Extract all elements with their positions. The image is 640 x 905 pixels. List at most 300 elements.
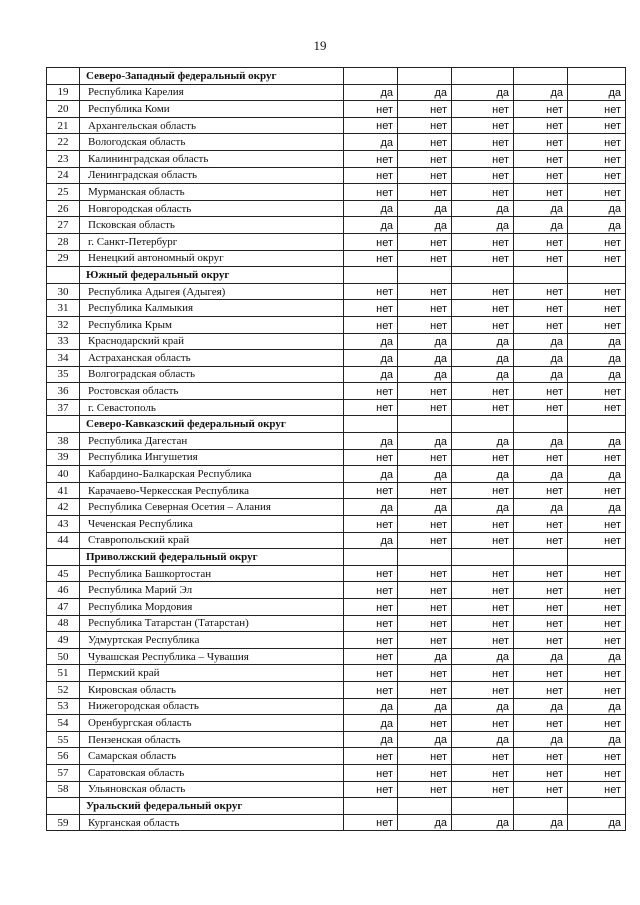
value-cell-4: нет <box>514 532 568 549</box>
table-row <box>47 449 626 466</box>
value-cell-4: да <box>514 731 568 748</box>
region-name: Ростовская область <box>80 383 344 400</box>
table-row <box>47 681 626 698</box>
region-name: Астраханская область <box>80 350 344 367</box>
value-cell-3: да <box>452 366 514 383</box>
region-name: Оренбургская область <box>80 715 344 732</box>
value-cell-5: нет <box>568 399 626 416</box>
value-cell-5: нет <box>568 632 626 649</box>
section-value-cell <box>568 798 626 815</box>
row-number: 55 <box>47 731 80 748</box>
value-cell-1: нет <box>344 748 398 765</box>
table-row <box>47 383 626 400</box>
value-cell-4: нет <box>514 250 568 267</box>
region-name: Мурманская область <box>80 184 344 201</box>
value-cell-5: нет <box>568 681 626 698</box>
section-value-cell <box>452 798 514 815</box>
value-cell-1: нет <box>344 250 398 267</box>
value-cell-2: нет <box>398 134 452 151</box>
value-cell-2: да <box>398 200 452 217</box>
value-cell-3: нет <box>452 300 514 317</box>
row-number: 38 <box>47 433 80 450</box>
value-cell-3: нет <box>452 565 514 582</box>
value-cell-2: нет <box>398 482 452 499</box>
value-cell-4: нет <box>514 665 568 682</box>
region-name: Чувашская Республика – Чувашия <box>80 648 344 665</box>
table-row <box>47 233 626 250</box>
section-value-cell <box>344 549 398 566</box>
row-number: 42 <box>47 499 80 516</box>
value-cell-2: нет <box>398 599 452 616</box>
value-cell-5: нет <box>568 117 626 134</box>
value-cell-3: нет <box>452 615 514 632</box>
value-cell-2: да <box>398 217 452 234</box>
value-cell-1: да <box>344 466 398 483</box>
section-number-cell <box>47 68 80 85</box>
section-value-cell <box>344 798 398 815</box>
table-row <box>47 632 626 649</box>
row-number: 45 <box>47 565 80 582</box>
value-cell-5: да <box>568 466 626 483</box>
value-cell-5: нет <box>568 532 626 549</box>
region-name: Республика Татарстан (Татарстан) <box>80 615 344 632</box>
value-cell-4: да <box>514 466 568 483</box>
value-cell-5: нет <box>568 482 626 499</box>
value-cell-5: нет <box>568 233 626 250</box>
value-cell-5: нет <box>568 599 626 616</box>
region-name: Курганская область <box>80 814 344 831</box>
value-cell-4: нет <box>514 449 568 466</box>
section-value-cell <box>452 267 514 284</box>
table-row <box>47 217 626 234</box>
row-number: 50 <box>47 648 80 665</box>
value-cell-5: нет <box>568 715 626 732</box>
region-name: Республика Крым <box>80 316 344 333</box>
value-cell-4: нет <box>514 283 568 300</box>
section-value-cell <box>452 416 514 433</box>
value-cell-4: нет <box>514 167 568 184</box>
region-name: Псковская область <box>80 217 344 234</box>
table-row <box>47 764 626 781</box>
value-cell-2: нет <box>398 316 452 333</box>
value-cell-5: да <box>568 731 626 748</box>
value-cell-4: нет <box>514 184 568 201</box>
value-cell-1: да <box>344 499 398 516</box>
region-name: Вологодская область <box>80 134 344 151</box>
region-name: Пензенская область <box>80 731 344 748</box>
row-number: 44 <box>47 532 80 549</box>
region-name: Республика Ингушетия <box>80 449 344 466</box>
value-cell-4: нет <box>514 516 568 533</box>
value-cell-4: нет <box>514 599 568 616</box>
section-value-cell <box>344 68 398 85</box>
value-cell-2: да <box>398 814 452 831</box>
section-value-cell <box>344 416 398 433</box>
value-cell-3: да <box>452 731 514 748</box>
row-number: 28 <box>47 233 80 250</box>
region-name: г. Севастополь <box>80 399 344 416</box>
table-row <box>47 101 626 118</box>
value-cell-2: нет <box>398 632 452 649</box>
value-cell-3: нет <box>452 233 514 250</box>
table-row <box>47 150 626 167</box>
value-cell-2: да <box>398 731 452 748</box>
value-cell-4: нет <box>514 300 568 317</box>
value-cell-4: да <box>514 333 568 350</box>
region-name: Республика Дагестан <box>80 433 344 450</box>
row-number: 53 <box>47 698 80 715</box>
value-cell-2: нет <box>398 532 452 549</box>
section-value-cell <box>398 798 452 815</box>
table-row <box>47 665 626 682</box>
value-cell-4: нет <box>514 316 568 333</box>
value-cell-3: нет <box>452 599 514 616</box>
section-header-row <box>47 68 626 85</box>
value-cell-4: нет <box>514 681 568 698</box>
value-cell-5: да <box>568 366 626 383</box>
section-number-cell <box>47 267 80 284</box>
section-number-cell <box>47 798 80 815</box>
value-cell-2: нет <box>398 184 452 201</box>
value-cell-4: нет <box>514 632 568 649</box>
table-row <box>47 399 626 416</box>
value-cell-1: да <box>344 731 398 748</box>
value-cell-3: нет <box>452 681 514 698</box>
value-cell-5: да <box>568 648 626 665</box>
regions-table-body <box>47 68 626 831</box>
region-name: Саратовская область <box>80 764 344 781</box>
region-name: Республика Карелия <box>80 84 344 101</box>
region-name: Республика Калмыкия <box>80 300 344 317</box>
value-cell-3: нет <box>452 184 514 201</box>
table-row <box>47 167 626 184</box>
value-cell-1: нет <box>344 316 398 333</box>
value-cell-4: нет <box>514 233 568 250</box>
value-cell-5: нет <box>568 449 626 466</box>
value-cell-3: да <box>452 333 514 350</box>
value-cell-1: нет <box>344 101 398 118</box>
table-row <box>47 698 626 715</box>
row-number: 23 <box>47 150 80 167</box>
value-cell-3: да <box>452 466 514 483</box>
row-number: 41 <box>47 482 80 499</box>
value-cell-3: нет <box>452 715 514 732</box>
region-name: Ненецкий автономный округ <box>80 250 344 267</box>
value-cell-3: да <box>452 648 514 665</box>
regions-table <box>46 67 626 831</box>
value-cell-1: нет <box>344 449 398 466</box>
value-cell-1: нет <box>344 184 398 201</box>
region-name: Удмуртская Республика <box>80 632 344 649</box>
value-cell-4: да <box>514 366 568 383</box>
value-cell-1: да <box>344 217 398 234</box>
region-name: Ставропольский край <box>80 532 344 549</box>
value-cell-3: нет <box>452 482 514 499</box>
value-cell-4: да <box>514 698 568 715</box>
region-name: Республика Северная Осетия – Алания <box>80 499 344 516</box>
value-cell-1: нет <box>344 167 398 184</box>
region-name: Республика Мордовия <box>80 599 344 616</box>
table-row <box>47 300 626 317</box>
value-cell-2: да <box>398 698 452 715</box>
table-row <box>47 200 626 217</box>
value-cell-5: нет <box>568 134 626 151</box>
value-cell-2: да <box>398 333 452 350</box>
value-cell-5: нет <box>568 184 626 201</box>
section-value-cell <box>452 68 514 85</box>
value-cell-3: нет <box>452 665 514 682</box>
value-cell-5: нет <box>568 250 626 267</box>
value-cell-5: нет <box>568 764 626 781</box>
value-cell-1: нет <box>344 814 398 831</box>
value-cell-2: нет <box>398 233 452 250</box>
value-cell-5: да <box>568 333 626 350</box>
value-cell-4: да <box>514 433 568 450</box>
section-value-cell <box>568 549 626 566</box>
value-cell-5: нет <box>568 665 626 682</box>
value-cell-4: нет <box>514 383 568 400</box>
region-name: Республика Коми <box>80 101 344 118</box>
value-cell-5: нет <box>568 615 626 632</box>
value-cell-1: нет <box>344 781 398 798</box>
value-cell-1: да <box>344 200 398 217</box>
value-cell-1: нет <box>344 632 398 649</box>
value-cell-5: да <box>568 814 626 831</box>
value-cell-3: да <box>452 499 514 516</box>
section-value-cell <box>514 68 568 85</box>
table-row <box>47 731 626 748</box>
value-cell-1: нет <box>344 582 398 599</box>
value-cell-2: нет <box>398 150 452 167</box>
table-row <box>47 715 626 732</box>
table-row <box>47 117 626 134</box>
value-cell-2: нет <box>398 101 452 118</box>
region-name: Волгоградская область <box>80 366 344 383</box>
section-value-cell <box>568 267 626 284</box>
value-cell-1: нет <box>344 665 398 682</box>
row-number: 51 <box>47 665 80 682</box>
value-cell-4: нет <box>514 615 568 632</box>
value-cell-2: да <box>398 466 452 483</box>
row-number: 35 <box>47 366 80 383</box>
value-cell-2: нет <box>398 781 452 798</box>
row-number: 57 <box>47 764 80 781</box>
row-number: 37 <box>47 399 80 416</box>
value-cell-3: нет <box>452 582 514 599</box>
table-row <box>47 516 626 533</box>
table-row <box>47 499 626 516</box>
value-cell-2: нет <box>398 117 452 134</box>
row-number: 40 <box>47 466 80 483</box>
row-number: 29 <box>47 250 80 267</box>
region-name: Чеченская Республика <box>80 516 344 533</box>
value-cell-1: нет <box>344 599 398 616</box>
value-cell-3: нет <box>452 316 514 333</box>
value-cell-4: нет <box>514 150 568 167</box>
value-cell-4: нет <box>514 399 568 416</box>
section-title: Северо-Кавказский федеральный округ <box>80 416 344 433</box>
value-cell-2: да <box>398 350 452 367</box>
row-number: 56 <box>47 748 80 765</box>
region-name: г. Санкт-Петербург <box>80 233 344 250</box>
value-cell-4: да <box>514 499 568 516</box>
row-number: 52 <box>47 681 80 698</box>
value-cell-3: нет <box>452 383 514 400</box>
value-cell-1: да <box>344 134 398 151</box>
value-cell-4: да <box>514 350 568 367</box>
table-row <box>47 84 626 101</box>
row-number: 32 <box>47 316 80 333</box>
value-cell-3: да <box>452 200 514 217</box>
table-row <box>47 184 626 201</box>
value-cell-1: нет <box>344 383 398 400</box>
section-value-cell <box>568 68 626 85</box>
section-title: Приволжский федеральный округ <box>80 549 344 566</box>
value-cell-3: нет <box>452 134 514 151</box>
table-row <box>47 433 626 450</box>
value-cell-5: да <box>568 217 626 234</box>
table-row <box>47 482 626 499</box>
value-cell-2: нет <box>398 250 452 267</box>
value-cell-4: да <box>514 200 568 217</box>
value-cell-3: да <box>452 698 514 715</box>
row-number: 31 <box>47 300 80 317</box>
region-name: Калининградская область <box>80 150 344 167</box>
region-name: Ульяновская область <box>80 781 344 798</box>
value-cell-5: нет <box>568 565 626 582</box>
value-cell-2: да <box>398 366 452 383</box>
row-number: 58 <box>47 781 80 798</box>
value-cell-3: нет <box>452 781 514 798</box>
value-cell-5: нет <box>568 781 626 798</box>
row-number: 48 <box>47 615 80 632</box>
value-cell-5: нет <box>568 582 626 599</box>
value-cell-5: да <box>568 433 626 450</box>
value-cell-4: нет <box>514 101 568 118</box>
value-cell-1: нет <box>344 516 398 533</box>
value-cell-2: нет <box>398 300 452 317</box>
value-cell-1: да <box>344 532 398 549</box>
value-cell-1: нет <box>344 565 398 582</box>
value-cell-1: да <box>344 698 398 715</box>
value-cell-2: нет <box>398 449 452 466</box>
value-cell-5: нет <box>568 516 626 533</box>
section-header-row <box>47 267 626 284</box>
table-row <box>47 333 626 350</box>
region-name: Республика Башкортостан <box>80 565 344 582</box>
value-cell-2: нет <box>398 399 452 416</box>
value-cell-5: да <box>568 499 626 516</box>
row-number: 19 <box>47 84 80 101</box>
value-cell-3: нет <box>452 399 514 416</box>
value-cell-4: нет <box>514 764 568 781</box>
value-cell-4: нет <box>514 748 568 765</box>
region-name: Новгородская область <box>80 200 344 217</box>
value-cell-3: нет <box>452 167 514 184</box>
section-value-cell <box>344 267 398 284</box>
row-number: 49 <box>47 632 80 649</box>
value-cell-3: нет <box>452 449 514 466</box>
value-cell-1: нет <box>344 482 398 499</box>
value-cell-2: нет <box>398 764 452 781</box>
value-cell-1: нет <box>344 764 398 781</box>
region-name: Кабардино-Балкарская Республика <box>80 466 344 483</box>
section-value-cell <box>514 416 568 433</box>
table-row <box>47 648 626 665</box>
table-row <box>47 599 626 616</box>
region-name: Республика Марий Эл <box>80 582 344 599</box>
region-name: Республика Адыгея (Адыгея) <box>80 283 344 300</box>
region-name: Архангельская область <box>80 117 344 134</box>
value-cell-3: да <box>452 84 514 101</box>
value-cell-3: нет <box>452 283 514 300</box>
value-cell-4: нет <box>514 715 568 732</box>
value-cell-3: да <box>452 217 514 234</box>
value-cell-4: нет <box>514 134 568 151</box>
value-cell-3: нет <box>452 516 514 533</box>
table-row <box>47 283 626 300</box>
region-name: Карачаево-Черкесская Республика <box>80 482 344 499</box>
value-cell-2: нет <box>398 383 452 400</box>
value-cell-5: нет <box>568 300 626 317</box>
value-cell-2: нет <box>398 681 452 698</box>
table-row <box>47 565 626 582</box>
value-cell-2: нет <box>398 167 452 184</box>
table-row <box>47 781 626 798</box>
value-cell-3: да <box>452 350 514 367</box>
value-cell-1: нет <box>344 615 398 632</box>
value-cell-4: нет <box>514 565 568 582</box>
value-cell-2: нет <box>398 748 452 765</box>
row-number: 30 <box>47 283 80 300</box>
row-number: 34 <box>47 350 80 367</box>
section-header-row <box>47 549 626 566</box>
value-cell-1: нет <box>344 681 398 698</box>
table-row <box>47 466 626 483</box>
row-number: 21 <box>47 117 80 134</box>
value-cell-2: нет <box>398 665 452 682</box>
table-row <box>47 748 626 765</box>
value-cell-2: да <box>398 433 452 450</box>
value-cell-4: да <box>514 217 568 234</box>
value-cell-4: нет <box>514 482 568 499</box>
value-cell-4: нет <box>514 117 568 134</box>
value-cell-1: да <box>344 433 398 450</box>
table-row <box>47 366 626 383</box>
section-value-cell <box>514 549 568 566</box>
table-row <box>47 582 626 599</box>
value-cell-4: да <box>514 814 568 831</box>
region-name: Ленинградская область <box>80 167 344 184</box>
value-cell-2: нет <box>398 582 452 599</box>
section-title: Южный федеральный округ <box>80 267 344 284</box>
value-cell-3: нет <box>452 748 514 765</box>
value-cell-3: нет <box>452 101 514 118</box>
row-number: 47 <box>47 599 80 616</box>
region-name: Самарская область <box>80 748 344 765</box>
row-number: 36 <box>47 383 80 400</box>
value-cell-1: да <box>344 84 398 101</box>
region-name: Кировская область <box>80 681 344 698</box>
value-cell-1: да <box>344 350 398 367</box>
value-cell-1: нет <box>344 283 398 300</box>
section-value-cell <box>514 267 568 284</box>
value-cell-3: да <box>452 433 514 450</box>
value-cell-2: да <box>398 499 452 516</box>
row-number: 20 <box>47 101 80 118</box>
value-cell-1: нет <box>344 300 398 317</box>
section-header-row <box>47 798 626 815</box>
